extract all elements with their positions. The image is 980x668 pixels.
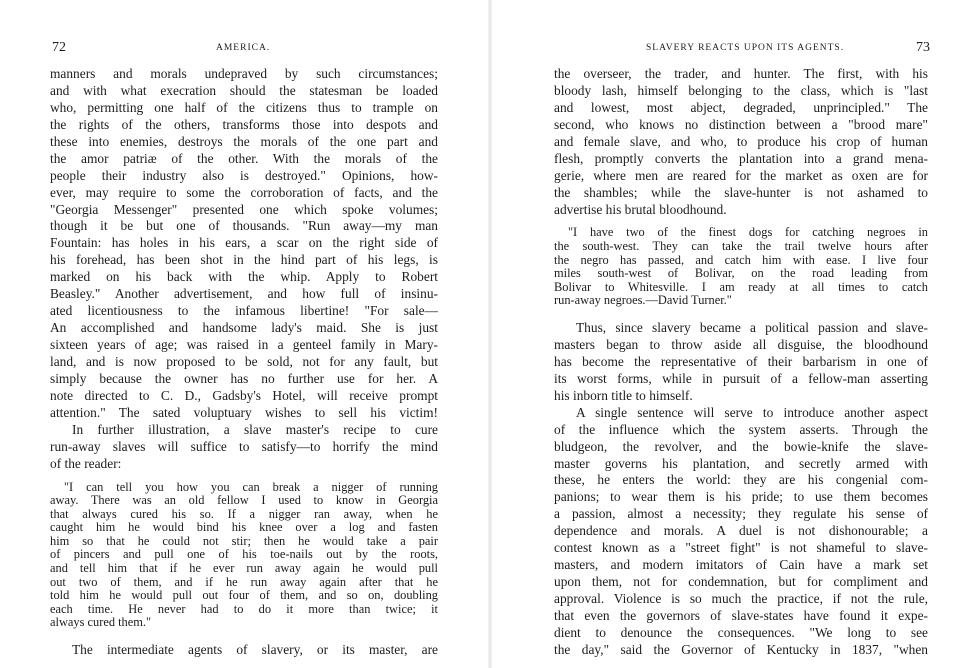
quote-line: him so that he could not stir; then he would take a pair (50, 534, 438, 548)
text-line: flesh, promptly converts the plantation into a grand mena- (554, 150, 928, 166)
quote-line: the south-west. They can take the trail twelve hours after (554, 240, 928, 254)
text-line: of the reader: (50, 455, 122, 471)
quote-line: out two of them, and if he run away again after that he (50, 575, 438, 589)
text-line: approval. Violence is so much the practice, if not the rule, (554, 591, 928, 606)
text-line: his inborn title to himself. (554, 387, 693, 403)
text-line: masters, and modern imitators of Cain have a mark set (554, 557, 928, 573)
text-line: the rights of the others, transforms those into despots and (50, 116, 438, 132)
text-line: the amor patriæ of the other. With the morals of the (50, 150, 438, 166)
quote-line: of pincers and pull one of his toe-nails out by the roots, (50, 548, 438, 562)
quote-line: run-away negroes.—David Turner." (554, 294, 732, 308)
text-line: In further illustration, a slave master's recipe to cure (72, 421, 438, 437)
right-page (490, 0, 980, 668)
text-line: upon them, not for condemnation, but for compliment and (554, 574, 928, 590)
text-line: master governs his plantation, and secretly armed with (554, 455, 928, 471)
text-line: Fountain: has holes in his ears, a scar on the right side of (50, 235, 438, 251)
left-header (52, 40, 438, 60)
quote-line: that always cured his so. If a nigger ran away, when he (50, 507, 438, 521)
text-line: and with what execration should the statesman be loaded (50, 82, 438, 98)
text-line: bludgeon, the revolver, and the bowie-knife the slave- (554, 438, 928, 454)
text-line: of the influence which the system asserts. Through the (554, 421, 928, 437)
quote-line: "I have two of the finest dogs for catching negroes in (568, 226, 928, 240)
right-block-quote (554, 226, 928, 308)
text-line: The intermediate agents of slavery, or its master, are (72, 642, 438, 658)
quote-line: away. There was an old fellow I used to know in Georgia (50, 494, 438, 508)
text-line: has become the representative of their barbarism in one of (554, 353, 928, 369)
text-line: note directed to C. D., Gadsby's Hotel, will receive prompt (50, 387, 438, 403)
quote-line: caught him he would bind his knee over a log and fasten (50, 521, 438, 535)
text-line: contest known as a "street fight" is not shameful to slave- (554, 540, 928, 556)
quote-line: each time. He never had to do it more than twice; it (50, 602, 438, 616)
text-line: run-away slaves will suffice to satisfy—to horrify the mind (50, 438, 438, 454)
text-line: people their industry also is destroyed." Opinions, how- (50, 167, 438, 183)
text-line: Beasley." Another advertisement, and how full of insinu- (50, 286, 438, 302)
right-page-number: 73 (916, 40, 930, 55)
text-line: a passion, almost a necessity; they regulate his sense of (554, 506, 928, 522)
text-line: though it be but one of thousands. "Run away—my man (50, 218, 438, 234)
spacer (50, 473, 438, 481)
quote-line: miles south-west of Bolivar, on the road leading from (554, 267, 928, 281)
text-line: dependence and morals. A duel is not dishonourable; a (554, 523, 928, 539)
right-body-text (554, 66, 928, 659)
quote-line: told him he would pull out four of them, and so on, doubling (50, 589, 438, 603)
left-body-text (50, 66, 438, 659)
spacer (50, 630, 438, 642)
quote-line: Bolivar to Whitesville. I am ready at all times to catch (554, 280, 928, 294)
text-line: panions; to wear them is his pride; to use them becomes (554, 489, 928, 505)
text-line: A single sentence will serve to introduce another aspect (576, 404, 928, 420)
spacer (554, 308, 928, 320)
text-line: sixteen years of age; was raised in a genteel family in Mary- (50, 337, 438, 352)
quote-line: and tell him that if he ever run away again he would pull (50, 562, 438, 576)
text-line: and female slave, and who, to produce his crop of human (554, 133, 928, 149)
text-line: simply because the owner has no further use for her. A (50, 370, 438, 386)
left-page-number: 72 (52, 40, 66, 55)
text-line: ever, may require to some the corroboration of facts, and the (50, 184, 438, 200)
text-line: these into enemies, destroys the morals of the one part and (50, 133, 438, 149)
text-line: second, who knows no distinction between a "brood mare" (554, 116, 928, 132)
text-line: the day," said the Governor of Kentucky in 1837, "when (554, 641, 928, 657)
text-line: bloody lash, himself belonging to the class, which is "last (554, 82, 928, 98)
text-line: dient to denounce the consequences. "We long to see (554, 624, 928, 640)
spacer (554, 218, 928, 226)
right-running-head: SLAVERY REACTS UPON ITS AGENTS. (646, 43, 845, 53)
text-line: manners and morals undepraved by such circumstances; (50, 66, 438, 81)
text-line: and lowest, most abject, degraded, unprincipled." The (554, 99, 928, 115)
text-line: "Georgia Messenger" presented one which spoke volumes; (50, 201, 438, 217)
text-line: these, he enters the world: they are his congenial com- (554, 472, 928, 488)
left-running-head: AMERICA. (216, 43, 271, 53)
right-header (550, 40, 930, 60)
text-line: who, permitting one half of the citizens thus to trample on (50, 99, 438, 115)
text-line: ated licentiousness to the infamous libertine! "For sale— (50, 303, 438, 319)
text-line: Thus, since slavery became a political passion and slave- (576, 320, 928, 335)
text-line: gerie, where men are reared for the market as oxen are for (554, 167, 928, 183)
text-line: attention." The sated voluptuary wishes to sell his victim! (50, 404, 438, 420)
left-block-quote (50, 481, 438, 631)
text-line: his forehead, has been shot in the hind part of his legs, is (50, 252, 438, 268)
quote-line: the negro has passed, and catch him with ease. I live four (554, 253, 928, 267)
text-line: marked on his back with the whip. Apply to Robert (50, 269, 438, 285)
text-line: An accomplished and handsome lady's maid. She is just (50, 320, 438, 336)
text-line: its worst forms, while in pursuit of a fellow-man asserting (554, 370, 928, 386)
text-line: advertise his brutal bloodhound. (554, 201, 727, 217)
text-line: the shambles; while the slave-hunter is not ashamed to (554, 184, 928, 200)
quote-line: "I can tell you how you can break a nigger of running (64, 480, 438, 494)
text-line: the overseer, the trader, and hunter. The first, with his (554, 66, 928, 81)
text-line: that even the governors of slave-states have found it expe- (554, 607, 928, 623)
quote-line: always cured them." (50, 616, 152, 630)
text-line: masters began to throw aside all disguise, the bloodhound (554, 336, 928, 352)
text-line: land, and is now proposed to be sold, not for any fault, but (50, 353, 438, 369)
